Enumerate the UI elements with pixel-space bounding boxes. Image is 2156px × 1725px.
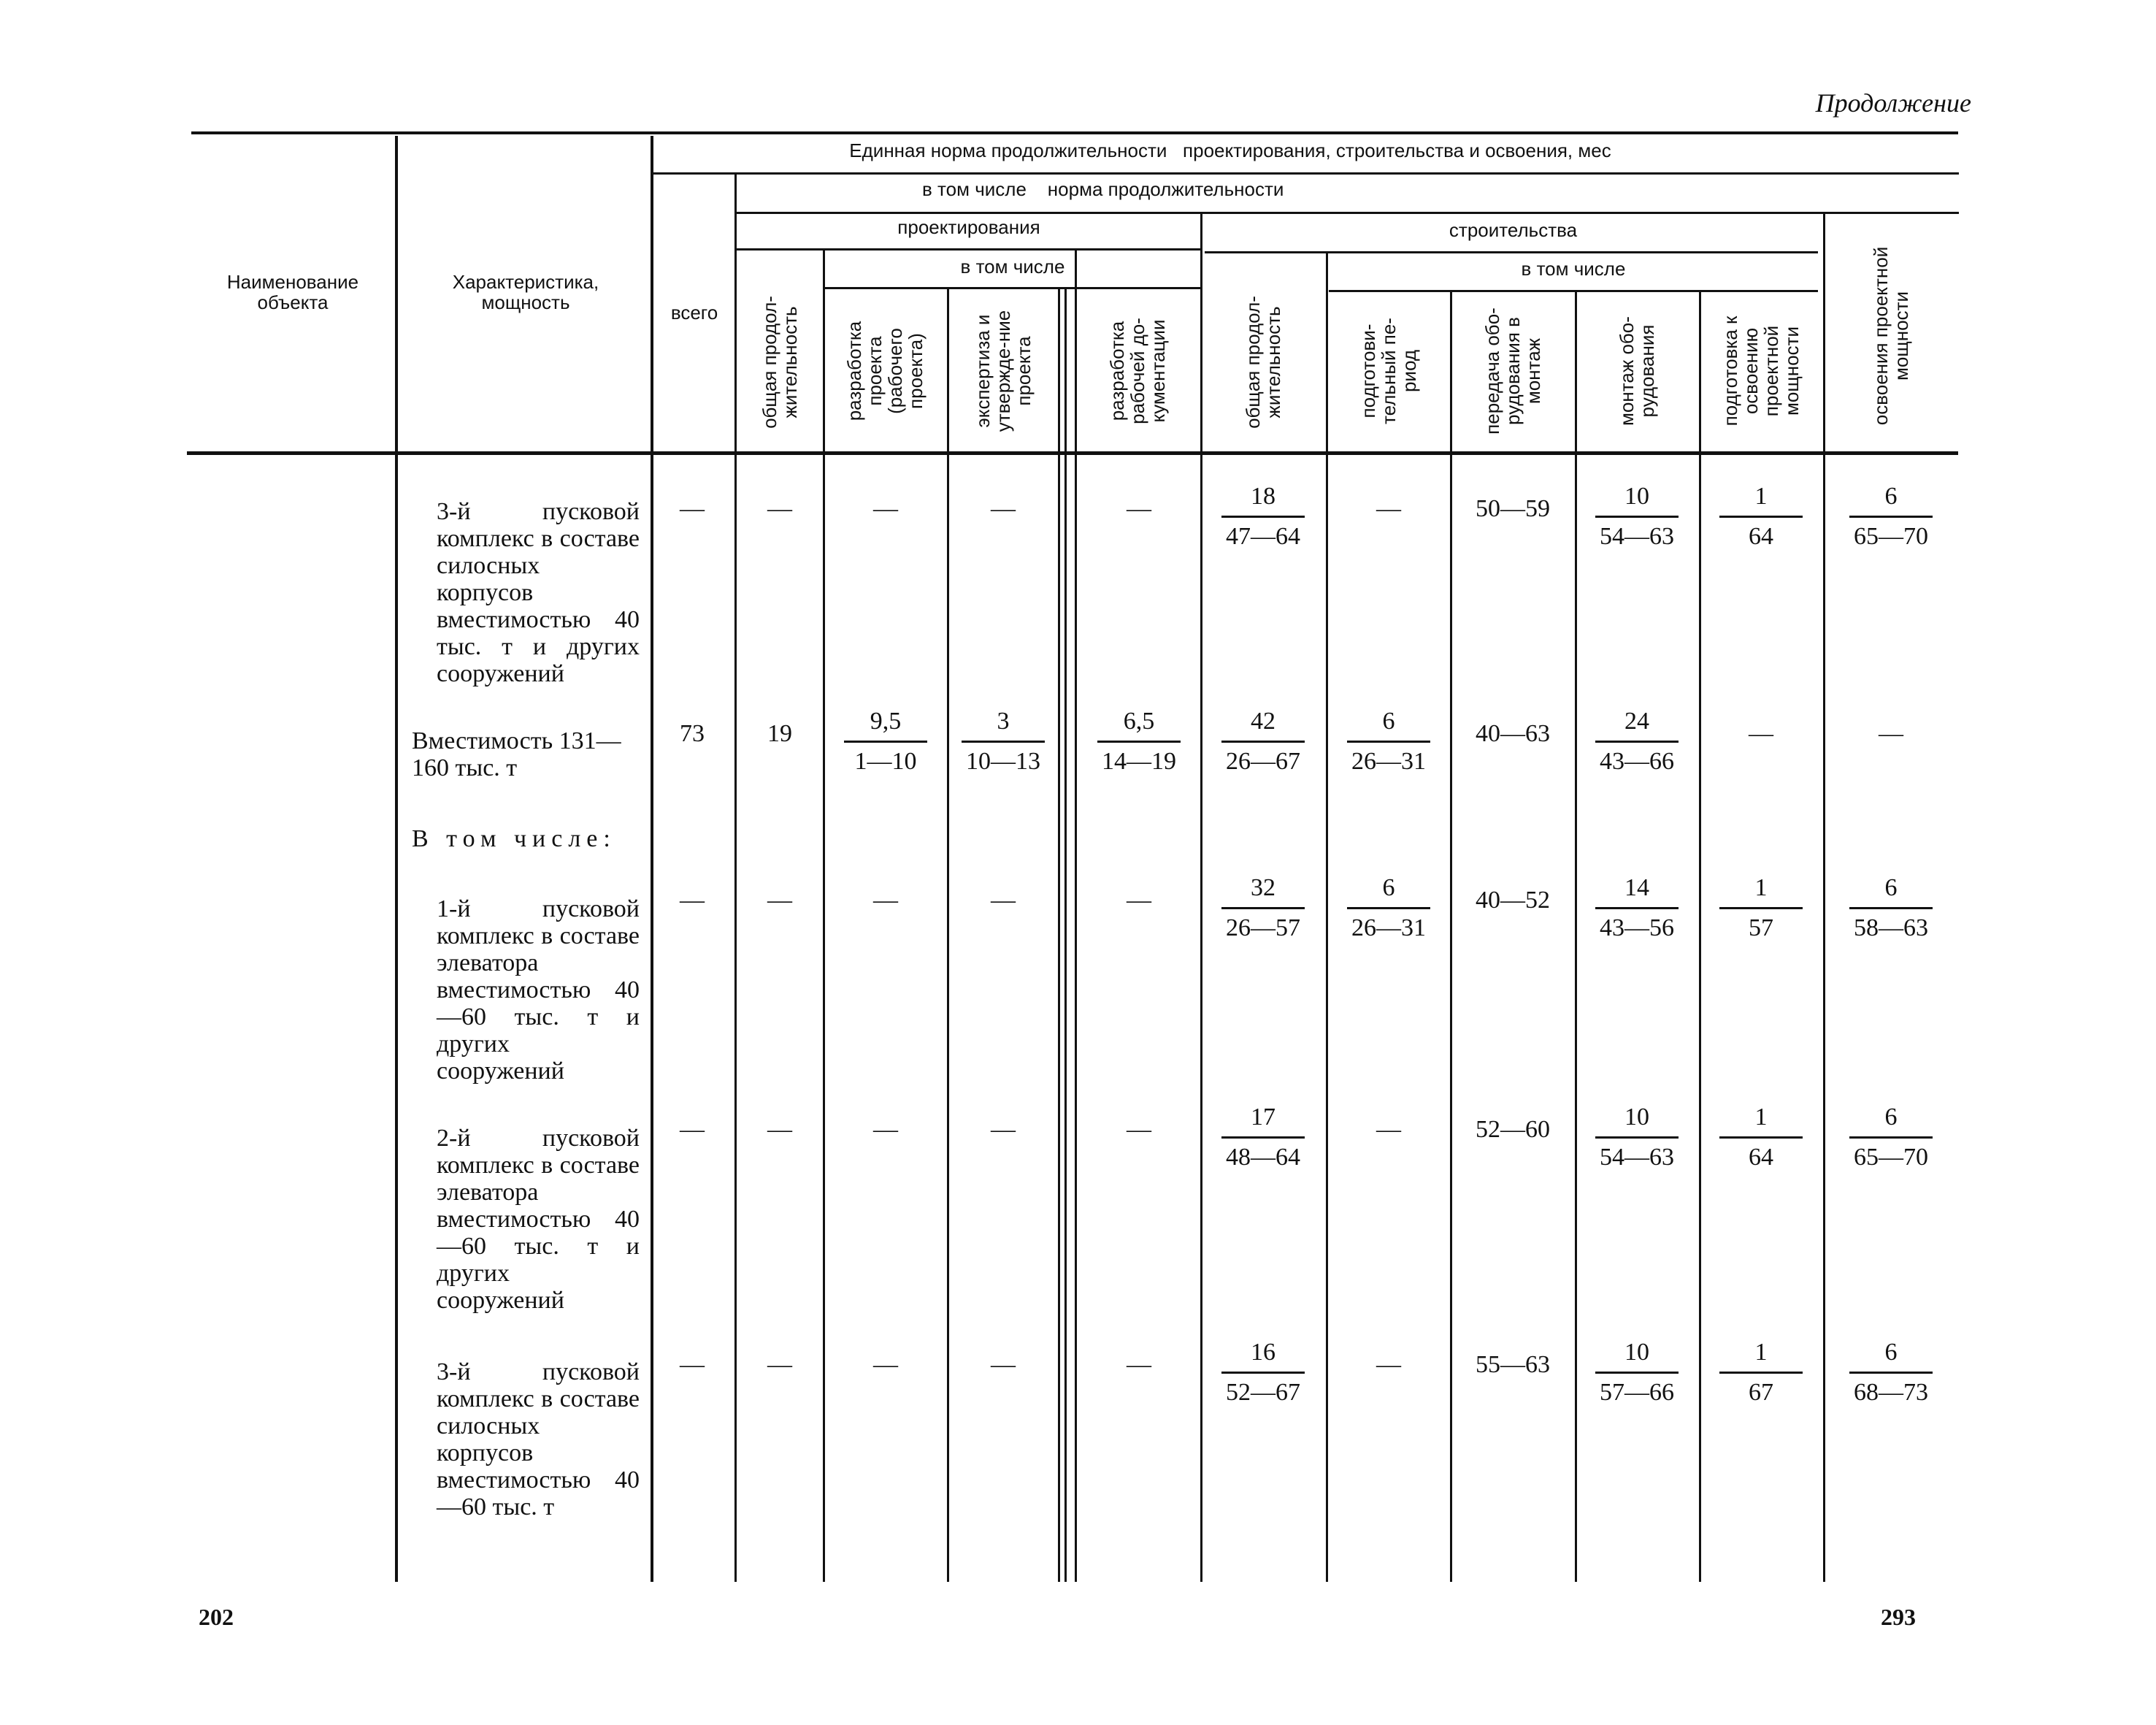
header-mastering: освоения проектной мощности [1870, 246, 1912, 426]
rule-under-incl-constr [1329, 290, 1818, 292]
cell-constr-install-fraction [1589, 707, 1684, 776]
fraction-denominator: 26—57 [1226, 914, 1300, 941]
cell-design-workdocs: — [1127, 1116, 1151, 1143]
top-rule [191, 131, 1958, 134]
cell-constr-prep: — [1376, 1351, 1401, 1378]
fraction-numerator: 1 [1719, 1103, 1803, 1139]
cell-design-project: — [873, 887, 898, 914]
cell-mastering-fraction [1844, 873, 1938, 943]
col-rule [823, 250, 825, 1582]
fraction-denominator: 57 [1749, 914, 1773, 941]
rule-under-unified [652, 172, 1959, 175]
cell-design-expertise: — [991, 1116, 1016, 1143]
cell-design-total: — [767, 1116, 792, 1143]
cell-constr-install-fraction [1589, 482, 1684, 551]
fraction-denominator: 48—64 [1226, 1144, 1300, 1171]
cell-constr-total-fraction [1216, 482, 1311, 551]
fraction-denominator: 10—13 [966, 748, 1040, 775]
col-rule [1575, 290, 1577, 1582]
cell-design-workdocs-fraction [1092, 707, 1186, 776]
cell-constr-transfer: 55—63 [1476, 1351, 1550, 1378]
header-constr-transfer: передача обо-рудования в монтаж [1481, 307, 1544, 435]
cell-constr-transfer: 40—63 [1476, 720, 1550, 747]
fraction-numerator: 18 [1221, 482, 1305, 518]
cell-constr-total-fraction [1216, 707, 1311, 776]
col-rule [1058, 287, 1060, 1582]
cell-constr-transfer: 52—60 [1476, 1116, 1550, 1143]
fraction-numerator: 6 [1347, 873, 1430, 909]
fraction-denominator: 26—67 [1226, 748, 1300, 775]
fraction-numerator: 10 [1595, 482, 1679, 518]
cell-design-workdocs: — [1127, 887, 1151, 914]
fraction-denominator: 57—66 [1600, 1379, 1674, 1406]
fraction-denominator: 52—67 [1226, 1379, 1300, 1406]
header-constr-prep: подготови-тельный пе-риод [1357, 318, 1420, 424]
fraction-denominator: 58—63 [1854, 914, 1928, 941]
cell-design-workdocs: — [1127, 1351, 1151, 1378]
fraction-denominator: 43—56 [1600, 914, 1674, 941]
cell-constr-transfer: 50—59 [1476, 495, 1550, 522]
cell-design-total: — [767, 495, 792, 522]
header-characteristic: Характеристика, мощность [452, 271, 599, 313]
cell-constr-mastering-prep-fraction [1714, 1103, 1808, 1172]
fraction-denominator: 26—31 [1351, 748, 1426, 775]
header-incl-norm: в том числе норма продолжительности [922, 178, 1284, 200]
cell-mastering-fraction [1844, 1338, 1938, 1407]
fraction-denominator: 14—19 [1102, 748, 1176, 775]
fraction-numerator: 1 [1719, 482, 1803, 518]
cell-constr-mastering-prep-fraction [1714, 873, 1808, 943]
fraction-numerator: 10 [1595, 1338, 1679, 1374]
cell-constr-install-fraction [1589, 1338, 1684, 1407]
cell-constr-transfer: 40—52 [1476, 887, 1550, 914]
header-bottom-rule [187, 451, 1958, 455]
cell-constr-total-fraction [1216, 873, 1311, 943]
fraction-numerator: 16 [1221, 1338, 1305, 1374]
fraction-numerator: 14 [1595, 873, 1679, 909]
col-rule [1823, 212, 1825, 1582]
fraction-denominator: 43—66 [1600, 748, 1674, 775]
fraction-denominator: 64 [1749, 1144, 1773, 1171]
cell-constr-total-fraction [1216, 1103, 1311, 1172]
page-number-left: 202 [199, 1604, 234, 1630]
header-incl-design: в том числе [960, 256, 1065, 278]
fraction-denominator: 26—31 [1351, 914, 1426, 941]
row-description: 2-й пусковой комплекс в составе элеватора вместимостью 40—60 тыс. т и других сооружений [437, 1125, 640, 1314]
fraction-denominator: 1—10 [854, 748, 917, 775]
fraction-numerator: 6 [1347, 707, 1430, 743]
header-design-workdocs: разработка рабочей до-кументации [1106, 318, 1169, 424]
fraction-numerator: 3 [962, 707, 1045, 743]
cell-mastering-fraction [1844, 482, 1938, 551]
fraction-denominator: 47—64 [1226, 523, 1300, 550]
fraction-numerator: 42 [1221, 707, 1305, 743]
section-label: В том числе: [412, 825, 616, 852]
row-description: 3-й пусковой комплекс в составе силосных корпусов вместимостью 40—60 тыс. т [437, 1358, 640, 1521]
rule-under-constr [1205, 251, 1818, 253]
header-unified-norm: Единная норма продолжительности проектирования, строительства и освоения, мес [849, 139, 1611, 161]
cell-total: — [680, 495, 705, 522]
cell-constr-install-fraction [1589, 1103, 1684, 1172]
col-rule [1200, 212, 1202, 1582]
cell-total: — [680, 1116, 705, 1143]
fraction-numerator: 17 [1221, 1103, 1305, 1139]
fraction-numerator: 1 [1719, 873, 1803, 909]
fraction-denominator: 65—70 [1854, 523, 1928, 550]
cell-design-total: 19 [767, 720, 792, 747]
cell-constr-mastering-prep: — [1749, 720, 1773, 747]
cell-design-project: — [873, 1116, 898, 1143]
cell-design-expertise: — [991, 1351, 1016, 1378]
fraction-denominator: 54—63 [1600, 523, 1674, 550]
row-description: Вместимость 131—160 тыс. т [412, 727, 621, 781]
header-constr-mastering-prep: подготовка к освоению проектной мощности [1719, 315, 1803, 427]
fraction-numerator: 6 [1849, 482, 1933, 518]
cell-total: — [680, 887, 705, 914]
continuation-label: Продолжение [1815, 88, 1971, 118]
rule-under-incl [736, 212, 1959, 214]
fraction-numerator: 6,5 [1097, 707, 1181, 743]
header-construction: строительства [1449, 219, 1578, 241]
col-rule [1450, 290, 1452, 1582]
cell-constr-prep-fraction [1341, 707, 1436, 776]
cell-design-project: — [873, 495, 898, 522]
cell-design-project: — [873, 1351, 898, 1378]
cell-total: — [680, 1351, 705, 1378]
col-rule [1075, 250, 1077, 1582]
cell-design-total: — [767, 887, 792, 914]
fraction-numerator: 1 [1719, 1338, 1803, 1374]
header-design-project: разработка проекта (рабочего проекта) [843, 321, 927, 421]
row-description: 3-й пусковой комплекс в составе силосных корпусов вместимостью 40 тыс. т и других сооружений [437, 498, 640, 687]
fraction-denominator: 68—73 [1854, 1379, 1928, 1406]
fraction-numerator: 24 [1595, 707, 1679, 743]
cell-total: 73 [680, 720, 705, 747]
cell-mastering: — [1879, 720, 1903, 747]
rule-under-incl-design [825, 287, 1200, 289]
cell-design-project-fraction [838, 707, 933, 776]
cell-constr-prep-fraction [1341, 873, 1436, 943]
cell-constr-install-fraction [1589, 873, 1684, 943]
row-description: 1-й пусковой комплекс в составе элеватора вместимостью 40—60 тыс. т и других сооружений [437, 895, 640, 1085]
cell-design-expertise-fraction [956, 707, 1051, 776]
cell-design-expertise: — [991, 495, 1016, 522]
page-number-right: 293 [1881, 1604, 1916, 1630]
col-rule [1064, 287, 1067, 1582]
fraction-denominator: 54—63 [1600, 1144, 1674, 1171]
fraction-numerator: 6 [1849, 873, 1933, 909]
header-design: проектирования [897, 216, 1040, 238]
cell-design-workdocs: — [1127, 495, 1151, 522]
cell-design-total: — [767, 1351, 792, 1378]
header-total: всего [670, 302, 718, 324]
col-rule [947, 287, 949, 1582]
header-incl-constr: в том числе [1521, 258, 1626, 280]
fraction-numerator: 6 [1849, 1103, 1933, 1139]
cell-design-expertise: — [991, 887, 1016, 914]
cell-mastering-fraction [1844, 1103, 1938, 1172]
header-design-total: общая продол-жительность [759, 296, 801, 429]
col-rule [1326, 252, 1328, 1582]
col-rule [395, 136, 398, 1582]
fraction-numerator: 10 [1595, 1103, 1679, 1139]
fraction-denominator: 65—70 [1854, 1144, 1928, 1171]
header-name: Наименование объекта [226, 271, 359, 313]
fraction-denominator: 64 [1749, 523, 1773, 550]
rule-under-design [736, 248, 1200, 250]
fraction-numerator: 9,5 [844, 707, 927, 743]
fraction-numerator: 32 [1221, 873, 1305, 909]
cell-constr-prep: — [1376, 495, 1401, 522]
col-rule [1699, 290, 1701, 1582]
cell-constr-prep: — [1376, 1116, 1401, 1143]
cell-constr-total-fraction [1216, 1338, 1311, 1407]
header-constr-total: общая продол-жительность [1242, 296, 1284, 429]
fraction-denominator: 67 [1749, 1379, 1773, 1406]
header-design-expertise: экспертиза и утвержде-ние проекта [972, 310, 1035, 432]
cell-constr-mastering-prep-fraction [1714, 482, 1808, 551]
header-constr-install: монтаж обо-рудования [1616, 316, 1658, 426]
cell-constr-mastering-prep-fraction [1714, 1338, 1808, 1407]
fraction-numerator: 6 [1849, 1338, 1933, 1374]
